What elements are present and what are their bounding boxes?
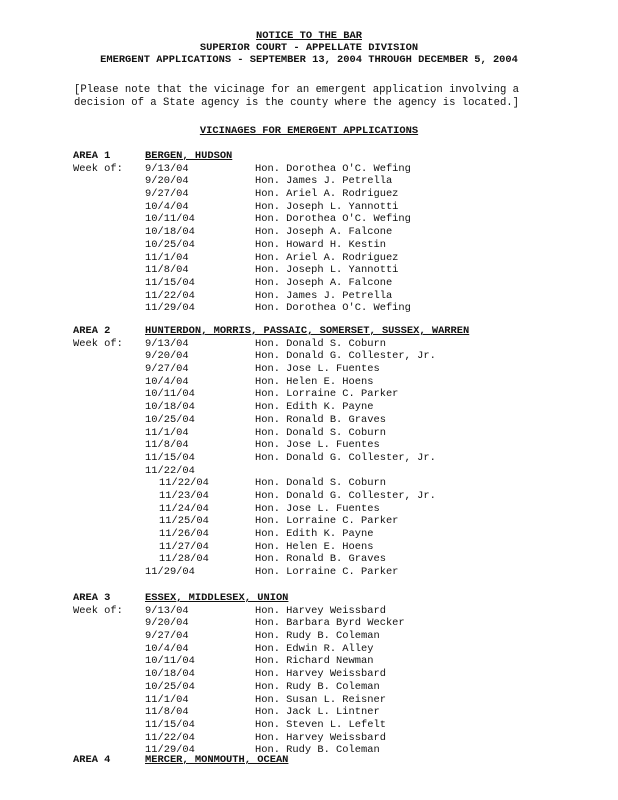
schedule-row [0, 338, 618, 351]
schedule-row [0, 401, 618, 414]
schedule-date: 10/11/04 [145, 213, 195, 226]
assigned-judge: Hon. Rudy B. Coleman [255, 630, 380, 643]
assigned-judge: Hon. James J. Petrella [255, 289, 393, 302]
schedule-date: 9/27/04 [145, 188, 189, 201]
assigned-judge: Hon. Susan L. Reisner [255, 693, 386, 706]
schedule-date: 11/8/04 [145, 439, 189, 452]
assigned-judge: Hon. Donald S. Coburn [255, 477, 386, 490]
assigned-judge: Hon. Donald G. Collester, Jr. [255, 350, 436, 363]
assigned-judge: Hon. Dorothea O'C. Wefing [255, 213, 411, 226]
assigned-judge: Hon. Ariel A. Rodriguez [255, 251, 399, 264]
schedule-row [0, 465, 618, 478]
schedule-row [0, 175, 618, 188]
assigned-judge: Hon. Harvey Weissbard [255, 604, 386, 617]
schedule-date: 9/13/04 [145, 162, 189, 175]
schedule-date: 9/27/04 [145, 363, 189, 376]
schedule-row [0, 376, 618, 389]
area-label: AREA 1 [73, 150, 111, 162]
schedule-row [0, 226, 618, 239]
assigned-judge: Hon. Joseph A. Falcone [255, 276, 393, 289]
schedule-row [0, 290, 618, 303]
area-section [0, 592, 618, 757]
schedule-date: 11/25/04 [159, 515, 209, 528]
schedule-date: 11/1/04 [145, 693, 189, 706]
schedule-date: 9/20/04 [145, 350, 189, 363]
assigned-judge: Hon. Dorothea O'C. Wefing [255, 162, 411, 175]
schedule-date: 11/1/04 [145, 426, 189, 439]
assigned-judge: Hon. Dorothea O'C. Wefing [255, 302, 411, 315]
schedule-row [0, 213, 618, 226]
assigned-judge: Hon. Ariel A. Rodriguez [255, 188, 399, 201]
area-heading [0, 754, 618, 767]
area-label: AREA 3 [73, 592, 111, 604]
schedule-row [0, 681, 618, 694]
area-section [0, 325, 618, 579]
schedule-date: 10/4/04 [145, 375, 189, 388]
schedule-row [0, 655, 618, 668]
schedule-row [0, 302, 618, 315]
assigned-judge: Hon. Edwin R. Alley [255, 642, 374, 655]
week-of-label: Week of: [73, 337, 123, 350]
schedule-row [0, 350, 618, 363]
note-line-1: [Please note that the vicinage for an emergent application involving a [74, 84, 520, 96]
schedule-date: 11/15/04 [145, 718, 195, 731]
schedule-date: 10/25/04 [145, 238, 195, 251]
schedule-row [0, 643, 618, 656]
assigned-judge: Hon. Lorraine C. Parker [255, 566, 399, 579]
schedule-date: 9/13/04 [145, 337, 189, 350]
assigned-judge: Hon. Rudy B. Coleman [255, 680, 380, 693]
schedule-row [0, 668, 618, 681]
area-heading [0, 325, 618, 338]
schedule-row [0, 252, 618, 265]
schedule-date: 11/24/04 [159, 502, 209, 515]
schedule-row [0, 541, 618, 554]
assigned-judge: Hon. Joseph L. Yannotti [255, 200, 399, 213]
schedule-date: 10/4/04 [145, 642, 189, 655]
assigned-judge: Hon. James J. Petrella [255, 175, 393, 188]
area-counties: HUNTERDON, MORRIS, PASSAIC, SOMERSET, SUSSEX, WARREN [145, 325, 470, 337]
schedule-date: 10/25/04 [145, 413, 195, 426]
area-heading [0, 150, 618, 163]
week-of-label: Week of: [73, 604, 123, 617]
section-title: VICINAGES FOR EMERGENT APPLICATIONS [199, 125, 419, 137]
area-label: AREA 2 [73, 325, 111, 337]
schedule-row [0, 201, 618, 214]
assigned-judge: Hon. Jose L. Fuentes [255, 439, 380, 452]
schedule-date: 10/18/04 [145, 401, 195, 414]
assigned-judge: Hon. Donald G. Collester, Jr. [255, 451, 436, 464]
assigned-judge: Hon. Steven L. Lefelt [255, 718, 386, 731]
assigned-judge: Hon. Joseph L. Yannotti [255, 264, 399, 277]
schedule-date: 11/29/04 [145, 744, 195, 757]
assigned-judge: Hon. Ronald B. Graves [255, 413, 386, 426]
schedule-row [0, 515, 618, 528]
assigned-judge: Hon. Lorraine C. Parker [255, 388, 399, 401]
area-heading [0, 592, 618, 605]
schedule-date: 11/22/04 [159, 477, 209, 490]
area-counties: MERCER, MONMOUTH, OCEAN [145, 754, 289, 766]
schedule-row [0, 264, 618, 277]
schedule-row [0, 617, 618, 630]
schedule-date: 11/27/04 [159, 540, 209, 553]
schedule-date: 11/29/04 [145, 302, 195, 315]
schedule-row [0, 188, 618, 201]
assigned-judge: Hon. Lorraine C. Parker [255, 515, 399, 528]
schedule-date: 11/22/04 [145, 731, 195, 744]
assigned-judge: Hon. Rudy B. Coleman [255, 744, 380, 757]
schedule-row [0, 605, 618, 618]
assigned-judge: Hon. Joseph A. Falcone [255, 226, 393, 239]
schedule-row [0, 163, 618, 176]
assigned-judge: Hon. Donald S. Coburn [255, 337, 386, 350]
schedule-row [0, 414, 618, 427]
assigned-judge: Hon. Helen E. Hoens [255, 540, 374, 553]
schedule-row [0, 277, 618, 290]
area-counties: BERGEN, HUDSON [145, 150, 233, 162]
assigned-judge: Hon. Ronald B. Graves [255, 553, 386, 566]
schedule-row [0, 503, 618, 516]
schedule-date: 10/11/04 [145, 655, 195, 668]
schedule-date: 11/28/04 [159, 553, 209, 566]
schedule-row [0, 452, 618, 465]
schedule-row [0, 477, 618, 490]
schedule-row [0, 388, 618, 401]
schedule-row [0, 239, 618, 252]
schedule-row [0, 719, 618, 732]
assigned-judge: Hon. Helen E. Hoens [255, 375, 374, 388]
assigned-judge: Hon. Barbara Byrd Wecker [255, 617, 405, 630]
schedule-row [0, 630, 618, 643]
week-of-label: Week of: [73, 162, 123, 175]
assigned-judge: Hon. Howard H. Kestin [255, 238, 386, 251]
schedule-row [0, 528, 618, 541]
schedule-date: 9/27/04 [145, 630, 189, 643]
schedule-date: 9/20/04 [145, 617, 189, 630]
schedule-date: 9/13/04 [145, 604, 189, 617]
schedule-date: 11/15/04 [145, 451, 195, 464]
schedule-date: 11/23/04 [159, 489, 209, 502]
schedule-row [0, 490, 618, 503]
court-title: SUPERIOR COURT - APPELLATE DIVISION [199, 42, 419, 54]
area-section [0, 150, 618, 315]
schedule-date: 10/4/04 [145, 200, 189, 213]
assigned-judge: Hon. Jose L. Fuentes [255, 502, 380, 515]
schedule-row [0, 553, 618, 566]
schedule-row [0, 694, 618, 707]
schedule-date: 10/11/04 [145, 388, 195, 401]
assigned-judge: Hon. Richard Newman [255, 655, 374, 668]
area-section [0, 754, 618, 767]
schedule-date: 11/1/04 [145, 251, 189, 264]
schedule-row [0, 566, 618, 579]
assigned-judge: Hon. Edith K. Payne [255, 401, 374, 414]
schedule-date: 10/18/04 [145, 668, 195, 681]
schedule-row [0, 706, 618, 719]
schedule-row [0, 363, 618, 376]
assigned-judge: Hon. Harvey Weissbard [255, 668, 386, 681]
area-counties: ESSEX, MIDDLESEX, UNION [145, 592, 289, 604]
area-label: AREA 4 [73, 754, 111, 766]
assigned-judge: Hon. Harvey Weissbard [255, 731, 386, 744]
assigned-judge: Hon. Jose L. Fuentes [255, 363, 380, 376]
period-title: EMERGENT APPLICATIONS - SEPTEMBER 13, 2004 THROUGH DECEMBER 5, 2004 [100, 54, 518, 66]
notice-title: NOTICE TO THE BAR [255, 30, 362, 42]
schedule-date: 11/8/04 [145, 264, 189, 277]
assigned-judge: Hon. Edith K. Payne [255, 528, 374, 540]
schedule-date: 11/22/04 [145, 464, 195, 477]
schedule-row [0, 427, 618, 440]
schedule-date: 11/15/04 [145, 276, 195, 289]
assigned-judge: Hon. Donald G. Collester, Jr. [255, 489, 436, 502]
schedule-date: 11/22/04 [145, 289, 195, 302]
schedule-date: 10/25/04 [145, 680, 195, 693]
schedule-date: 11/26/04 [159, 528, 209, 540]
schedule-row [0, 732, 618, 745]
schedule-date: 10/18/04 [145, 226, 195, 239]
schedule-row [0, 439, 618, 452]
assigned-judge: Hon. Jack L. Lintner [255, 706, 380, 719]
note-line-2: decision of a State agency is the county where the agency is located.] [74, 97, 520, 109]
schedule-date: 11/29/04 [145, 566, 195, 579]
schedule-date: 11/8/04 [145, 706, 189, 719]
schedule-date: 9/20/04 [145, 175, 189, 188]
assigned-judge: Hon. Donald S. Coburn [255, 426, 386, 439]
